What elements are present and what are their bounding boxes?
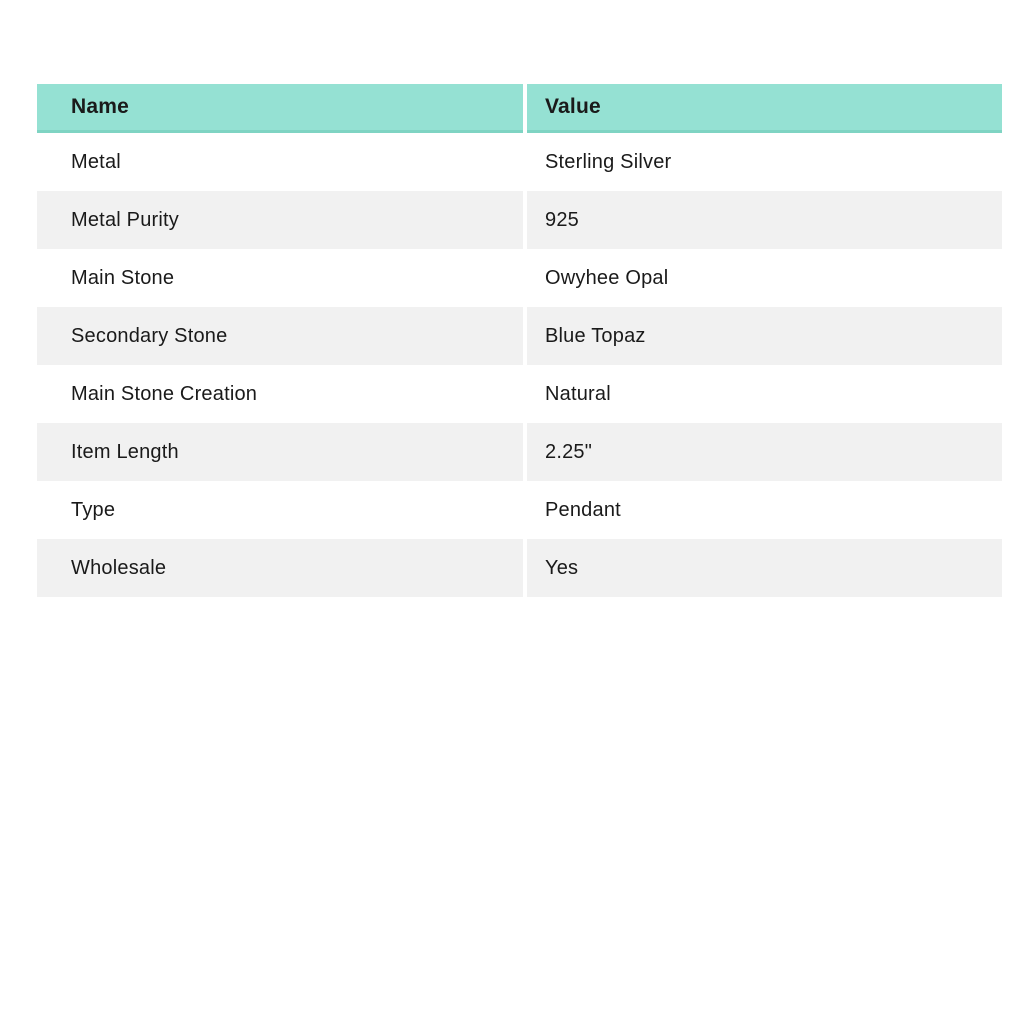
attribute-value-cell: 925 bbox=[527, 191, 1002, 249]
table-row bbox=[37, 249, 1002, 307]
table-row bbox=[37, 539, 1002, 597]
attribute-name-cell: Metal bbox=[37, 133, 523, 191]
attribute-value-cell: 2.25" bbox=[527, 423, 1002, 481]
attribute-name-cell: Wholesale bbox=[37, 539, 523, 597]
attribute-name-cell: Main Stone Creation bbox=[37, 365, 523, 423]
attribute-name-cell: Main Stone bbox=[37, 249, 523, 307]
table-row bbox=[37, 133, 1002, 191]
attribute-value-cell: Natural bbox=[527, 365, 1002, 423]
attribute-value-cell: Pendant bbox=[527, 481, 1002, 539]
table-row bbox=[37, 307, 1002, 365]
table-row bbox=[37, 423, 1002, 481]
table-body bbox=[37, 133, 1002, 597]
table-header-row bbox=[37, 84, 1002, 133]
attribute-value-cell: Owyhee Opal bbox=[527, 249, 1002, 307]
table-row bbox=[37, 365, 1002, 423]
attribute-value-cell: Blue Topaz bbox=[527, 307, 1002, 365]
attribute-name-cell: Secondary Stone bbox=[37, 307, 523, 365]
attribute-name-cell: Type bbox=[37, 481, 523, 539]
table-row bbox=[37, 191, 1002, 249]
attribute-name-cell: Metal Purity bbox=[37, 191, 523, 249]
column-header-name: Name bbox=[37, 84, 523, 133]
attribute-name-cell: Item Length bbox=[37, 423, 523, 481]
table-row bbox=[37, 481, 1002, 539]
column-header-value: Value bbox=[527, 84, 1002, 133]
attribute-value-cell: Sterling Silver bbox=[527, 133, 1002, 191]
attribute-value-cell: Yes bbox=[527, 539, 1002, 597]
attribute-table bbox=[37, 84, 1002, 597]
